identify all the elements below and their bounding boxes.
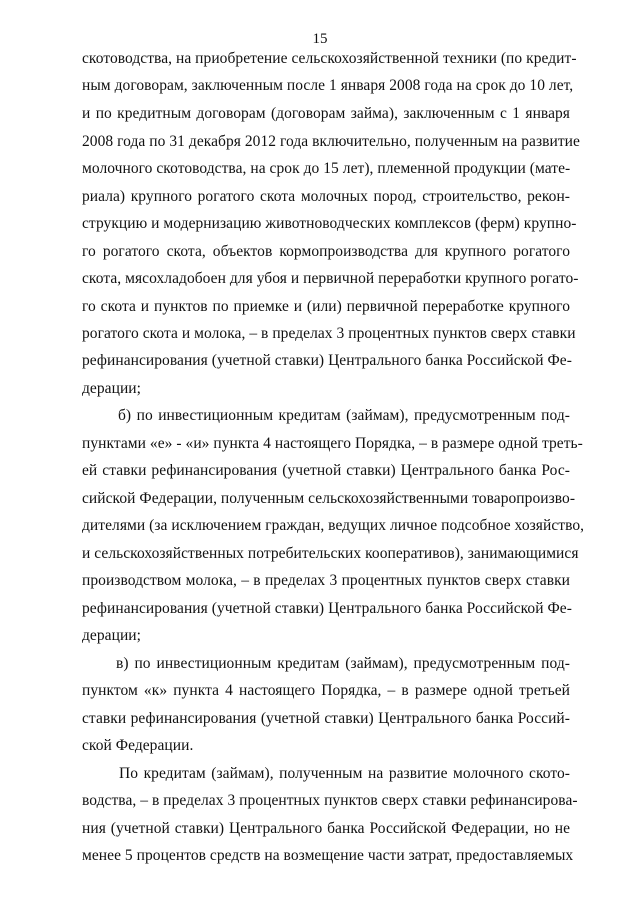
text-line: и по кредитным договорам (договорам займа), заключенным с 1 января	[82, 105, 570, 122]
text-line: струкцию и модернизацию животноводческих комплексов (ферм) крупно-	[82, 215, 577, 232]
text-line: скота, мясохладобоен для убоя и первичной переработки крупного рогато-	[82, 270, 579, 287]
text-line: пунктами «е» - «и» пункта 4 настоящего Порядка, – в размере одной треть-	[82, 435, 583, 452]
text-line: скотоводства, на приобретение сельскохозяйственной техники (по кредит-	[82, 50, 577, 67]
text-line: рефинансирования (учетной ставки) Центрального банка Российской Фе-	[82, 600, 572, 617]
text-line: ставки рефинансирования (учетной ставки) Центрального банка Россий-	[82, 710, 570, 727]
text-line: дерации;	[82, 627, 141, 644]
text-line: го рогатого скота, объектов кормопроизводства для крупного рогатого	[82, 243, 570, 260]
paragraph-b-first-line: б) по инвестиционным кредитам (займам), предусмотренным под-	[118, 407, 570, 424]
text-line: ей ставки рефинансирования (учетной ставки) Центрального банка Рос-	[82, 462, 570, 479]
text-line: дерации;	[82, 380, 141, 397]
text-line: производством молока, – в пределах 3 процентных пунктов сверх ставки	[82, 572, 570, 589]
text-line: 2008 года по 31 декабря 2012 года включительно, полученным на развитие	[82, 133, 580, 150]
text-line: сийской Федерации, полученным сельскохозяйственными товаропроизво-	[82, 490, 576, 507]
page-number: 15	[312, 31, 328, 47]
text-line: молочного скотоводства, на срок до 15 лет), племенной продукции (мате-	[82, 160, 571, 177]
text-line: ния (учетной ставки) Центрального банка Российской Федерации, но не	[82, 820, 570, 837]
text-line: водства, – в пределах 3 процентных пунктов сверх ставки рефинансирова-	[82, 792, 578, 809]
paragraph-last-first-line: По кредитам (займам), полученным на развитие молочного ското-	[119, 765, 570, 782]
paragraph-v-first-line: в) по инвестиционным кредитам (займам), предусмотренным под-	[116, 655, 570, 672]
text-line: и сельскохозяйственных потребительских кооперативов), занимающимися	[82, 545, 579, 562]
text-line: риала) крупного рогатого скота молочных пород, строительство, рекон-	[82, 188, 570, 205]
text-line: рефинансирования (учетной ставки) Центрального банка Российской Фе-	[82, 352, 572, 369]
text-line: дителями (за исключением граждан, ведущих личное подсобное хозяйство,	[82, 517, 585, 534]
text-line: ской Федерации.	[82, 737, 194, 754]
text-line: менее 5 процентов средств на возмещение части затрат, предоставляемых	[82, 847, 574, 864]
text-line: рогатого скота и молока, – в пределах 3 процентных пунктов сверх ставки	[82, 325, 576, 342]
text-line: го скота и пунктов по приемке и (или) первичной переработке крупного	[82, 298, 570, 315]
text-line: пунктом «к» пункта 4 настоящего Порядка, – в размере одной третьей	[82, 682, 570, 699]
text-line: ным договорам, заключенным после 1 января 2008 года на срок до 10 лет,	[82, 77, 574, 94]
